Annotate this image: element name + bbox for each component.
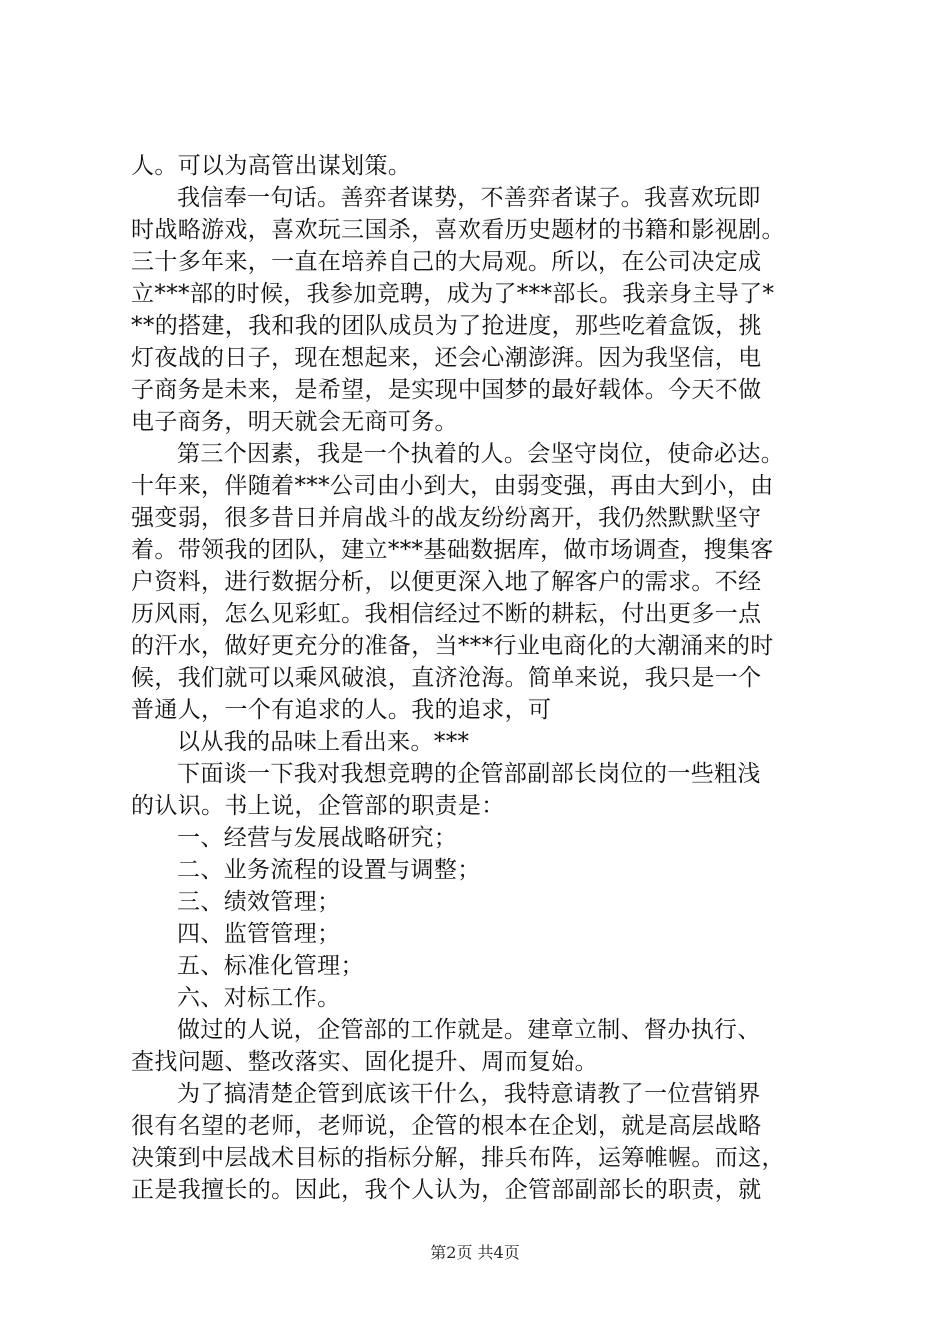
text-line: 为了搞清楚企管到底该干什么，我特意请教了一位营销界 [177, 1081, 761, 1107]
text-line: 子商务是未来，是希望，是实现中国梦的最好载体。今天不做 [131, 377, 762, 403]
text-line: 三十多年来，一直在培养自己的大局观。所以，在公司决定成 [131, 249, 762, 275]
text-line: 四、监管管理； [177, 921, 341, 947]
text-line: 三、绩效管理； [177, 889, 341, 915]
text-line: 的认识。书上说，企管部的职责是： [131, 793, 505, 819]
text-line: 正是我擅长的。因此，我个人认为，企管部副部长的职责，就 [131, 1177, 762, 1203]
text-line: 二、业务流程的设置与调整； [177, 857, 481, 883]
text-line: 以从我的品味上看出来。*** [177, 729, 470, 755]
text-line: 我信奉一句话。善弈者谋势，不善弈者谋子。我喜欢玩即 [177, 185, 761, 211]
text-line: 下面谈一下我对我想竞聘的企管部副部长岗位的一些粗浅 [177, 761, 761, 787]
text-line: 第三个因素，我是一个执着的人。会坚守岗位，使命必达。 [177, 441, 785, 467]
text-line: 强变弱，很多昔日并肩战斗的战友纷纷离开，我仍然默默坚守 [131, 505, 762, 531]
text-line: 决策到中层战术目标的指标分解，排兵布阵，运筹帷幄。而这， [131, 1145, 785, 1171]
text-line: 候，我们就可以乘风破浪，直济沧海。简单来说，我只是一个 [131, 665, 762, 691]
text-line: **的搭建，我和我的团队成员为了抢进度，那些吃着盒饭，挑 [131, 313, 762, 339]
text-line: 户资料，进行数据分析，以便更深入地了解客户的需求。不经 [131, 569, 762, 595]
text-line: 立***部的时候，我参加竞聘，成为了***部长。我亲身主导了* [131, 281, 775, 307]
text-line: 时战略游戏，喜欢玩三国杀，喜欢看历史题材的书籍和影视剧。 [131, 217, 785, 243]
text-line: 电子商务，明天就会无商可务。 [131, 409, 458, 435]
text-line: 很有名望的老师，老师说，企管的根本在企划，就是高层战略 [131, 1113, 762, 1139]
text-line: 六、对标工作。 [177, 985, 341, 1011]
page-footer: 第2页 共4页 [430, 1243, 520, 1262]
text-line: 普通人，一个有追求的人。我的追求，可 [131, 697, 552, 723]
text-line: 五、标准化管理； [177, 953, 364, 979]
text-line: 的汗水，做好更充分的准备，当***行业电商化的大潮涌来的时 [131, 633, 774, 659]
text-line: 十年来，伴随着***公司由小到大，由弱变强，再由大到小，由 [131, 473, 774, 499]
text-line: 一、经营与发展战略研究； [177, 825, 458, 851]
document-body [131, 150, 831, 1206]
text-line: 做过的人说，企管部的工作就是。建章立制、督办执行、 [177, 1017, 761, 1043]
text-line: 查找问题、整改落实、固化提升、周而复始。 [131, 1049, 598, 1075]
text-line: 人。可以为高管出谋划策。 [131, 153, 412, 179]
text-line: 灯夜战的日子，现在想起来，还会心潮澎湃。因为我坚信，电 [131, 345, 762, 371]
text-line: 历风雨，怎么见彩虹。我相信经过不断的耕耘，付出更多一点 [131, 601, 762, 627]
text-line: 着。带领我的团队，建立***基础数据库，做市场调查，搜集客 [131, 537, 774, 563]
